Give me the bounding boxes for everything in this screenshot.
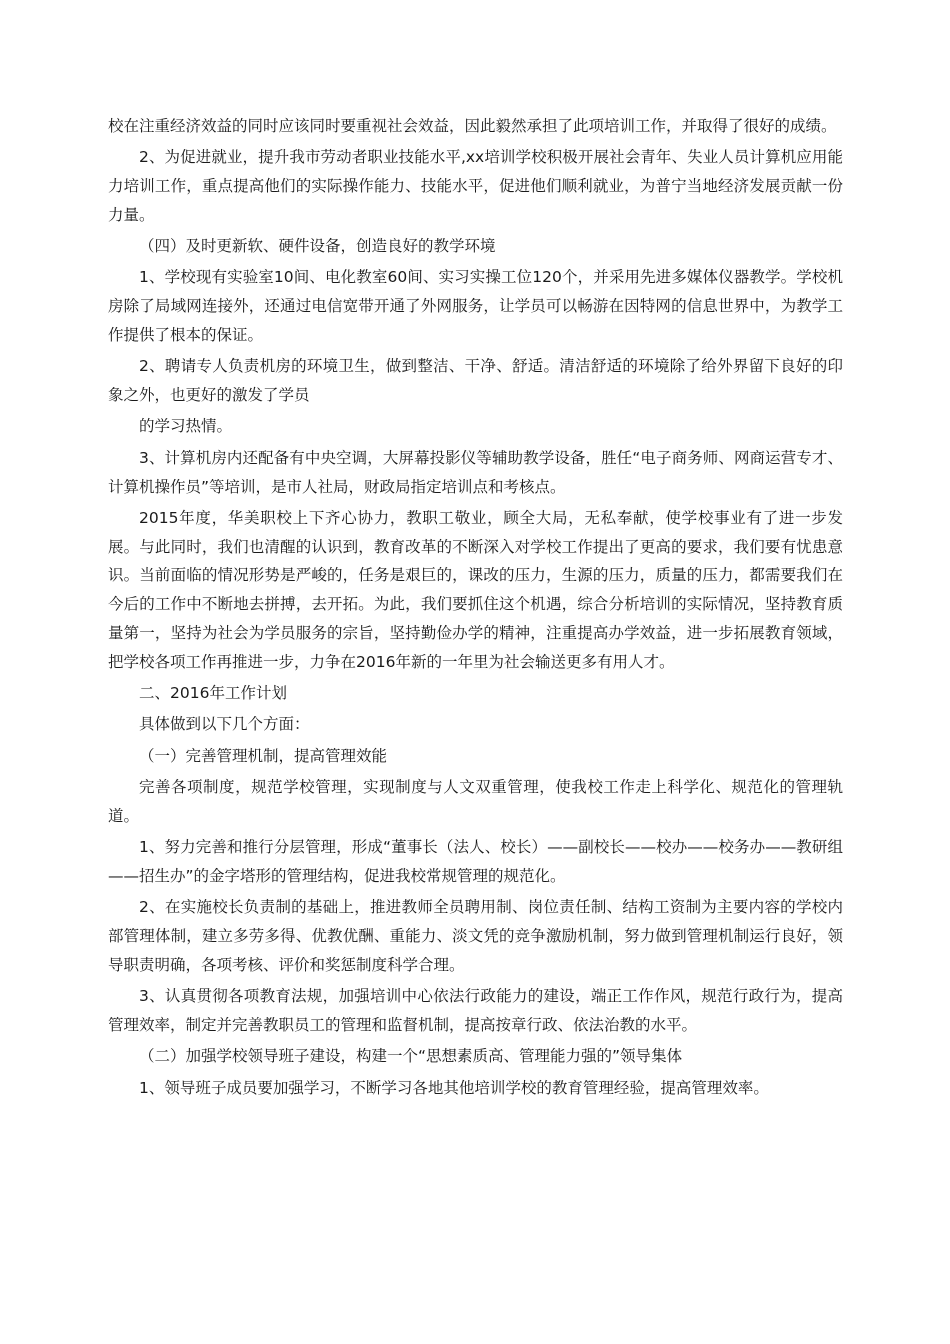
paragraph-aspects-intro: 具体做到以下几个方面： xyxy=(139,715,310,734)
section-heading-equipment: （四）及时更新软、硬件设备，创造良好的教学环境 xyxy=(139,237,496,256)
paragraph-regulations: 3、认真贯彻各项教育法规，加强培训中心依法行政能力的建设，端正工作作风，规范行政行为，提高管理效率，制定并完善教职员工的管理和监督机制，提高按章行政、依法治教的水平。 xyxy=(108,987,843,1034)
document-body xyxy=(108,112,843,1105)
paragraph-hierarchy: 1、努力完善和推行分层管理，形成“董事长（法人、校长）——副校长——校办——校务办——教研组——招生办”的金字塔形的管理结构，促进我校常规管理的规范化。 xyxy=(108,838,843,885)
paragraph-2015-summary: 2015年度，华美职校上下齐心协力，教职工敬业，顾全大局，无私奉献，使学校事业有了进一步发展。与此同时，我们也清醒的认识到，教育改革的不断深入对学校工作提出了更高的要求，我们要有忧患意识。当前面临的情况形势是严峻的，任务是艰巨的，课改的压力，生源的压力，质量的压力，都需要我们在今后的工作中不断地去拼搏，去开拓。为此，我们要抓住这个机遇，综合分析培训的实际情况，坚持教育质量第一，坚持为社会为学员服务的宗旨，坚持勤俭办学的精神，注重提高办学效益，进一步拓展教育领域，把学校各项工作再推进一步，力争在2016年新的一年里为社会输送更多有用人才。 xyxy=(108,508,843,671)
paragraph-employment: 2、为促进就业，提升我市劳动者职业技能水平,xx培训学校积极开展社会青年、失业人员计算机应用能力培训工作，重点提高他们的实际操作能力、技能水平，促进他们顺利就业，为普宁当地经济发展贡献一份力量。 xyxy=(108,148,843,224)
section-heading-leadership: （二）加强学校领导班子建设，构建一个“思想素质高、管理能力强的”领导集体 xyxy=(139,1047,683,1066)
paragraph-hygiene: 2、聘请专人负责机房的环境卫生，做到整洁、干净、舒适。清洁舒适的环境除了给外界留下良好的印象之外，也更好的激发了学员 xyxy=(108,357,843,405)
paragraph-labs: 1、学校现有实验室10间、电化教室60间、实习实操工位120个，并采用先进多媒体仪器教学。学校机房除了局域网连接外，还通过电信宽带开通了外网服务，让学员可以畅游在因特网的信息世界中，为教学工作提供了根本的保证。 xyxy=(108,268,843,345)
paragraph-management-intro: 完善各项制度，规范学校管理，实现制度与人文双重管理，使我校工作走上科学化、规范化的管理轨道。 xyxy=(108,778,843,825)
paragraph-principal-responsibility: 2、在实施校长负责制的基础上，推进教师全员聘用制、岗位责任制、结构工资制为主要内容的学校内部管理体制，建立多劳多得、优教优酬、重能力、淡文凭的竞争激励机制，努力做到管理机制运行良好，领导职责明确，各项考核、评价和奖惩制度科学合理。 xyxy=(108,898,843,974)
paragraph-continued-top: 校在注重经济效益的同时应该同时要重视社会效益，因此毅然承担了此项培训工作，并取得了很好的成绩。 xyxy=(108,117,837,135)
section-heading-management: （一）完善管理机制，提高管理效能 xyxy=(139,746,388,765)
section-heading-2016-plan: 二、2016年工作计划 xyxy=(139,684,287,703)
paragraph-leadership-study: 1、领导班子成员要加强学习，不断学习各地其他培训学校的教育管理经验，提高管理效率。 xyxy=(139,1078,769,1097)
paragraph-air-conditioning: 3、计算机房内还配备有中央空调，大屏幕投影仪等辅助教学设备，胜任“电子商务师、网商运营专才、计算机操作员”等培训，是市人社局，财政局指定培训点和考核点。 xyxy=(108,448,843,496)
paragraph-hygiene-continued: 的学习热情。 xyxy=(139,417,233,436)
